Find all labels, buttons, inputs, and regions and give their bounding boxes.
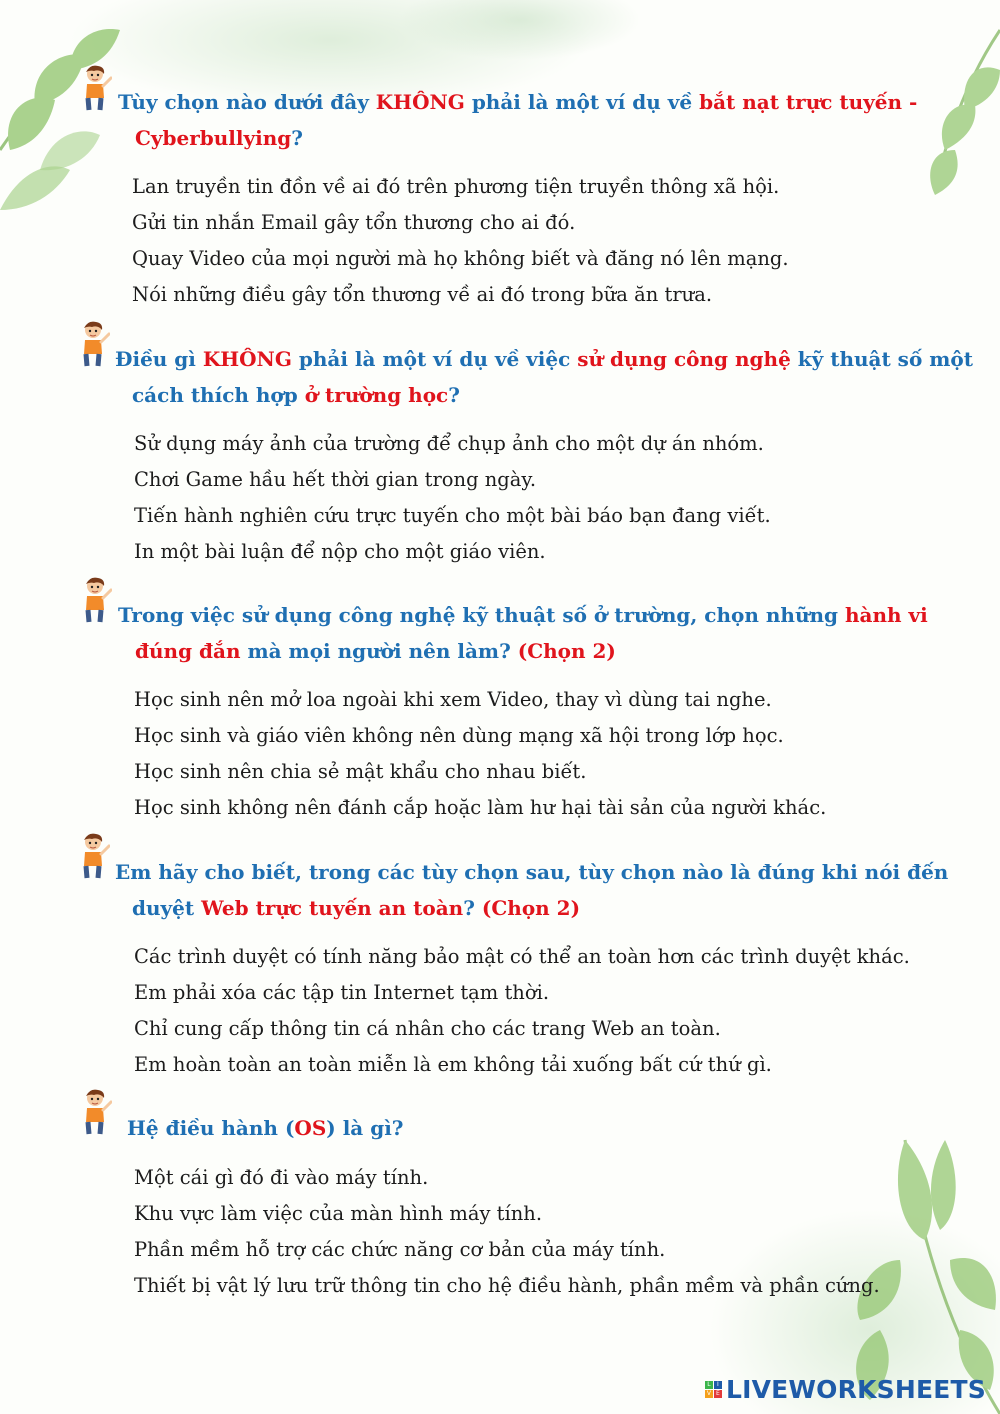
question-3 bbox=[118, 597, 928, 669]
question-1 bbox=[118, 84, 917, 156]
question-1-options bbox=[132, 169, 789, 313]
question-4-line1: Em hãy cho biết, trong các tùy chọn sau, tùy chọn nào là đúng khi nói đến bbox=[115, 860, 949, 884]
option-2a[interactable]: Sử dụng máy ảnh của trường để chụp ảnh cho một dự án nhóm. bbox=[134, 432, 764, 455]
liveworksheets-logo bbox=[705, 1375, 986, 1404]
boy-waving-icon bbox=[80, 1088, 112, 1136]
option-5b[interactable]: Khu vực làm việc của màn hình máy tính. bbox=[134, 1202, 543, 1225]
question-2-line2: cách thích hợp ở trường học? bbox=[132, 383, 460, 407]
boy-waving-icon bbox=[78, 832, 110, 880]
question-5-options bbox=[134, 1160, 880, 1304]
option-3c[interactable]: Học sinh nên chia sẻ mật khẩu cho nhau biết. bbox=[134, 760, 587, 783]
option-5a[interactable]: Một cái gì đó đi vào máy tính. bbox=[134, 1166, 429, 1189]
option-2b[interactable]: Chơi Game hầu hết thời gian trong ngày. bbox=[134, 468, 537, 491]
option-3a[interactable]: Học sinh nên mở loa ngoài khi xem Video, thay vì dùng tai nghe. bbox=[134, 688, 772, 711]
option-1b[interactable]: Gửi tin nhắn Email gây tổn thương cho ai đó. bbox=[132, 211, 576, 234]
question-3-line1: Trong việc sử dụng công nghệ kỹ thuật số ở trường, chọn những hành vi bbox=[118, 603, 928, 627]
question-1-line1: Tùy chọn nào dưới đây KHÔNG phải là một ví dụ về bắt nạt trực tuyến - bbox=[118, 90, 918, 114]
option-5c[interactable]: Phần mềm hỗ trợ các chức năng cơ bản của máy tính. bbox=[134, 1238, 666, 1261]
leaves-top-right bbox=[930, 30, 1000, 195]
question-5-line1: Hệ điều hành (OS) là gì? bbox=[127, 1116, 404, 1140]
option-1a[interactable]: Lan truyền tin đồn về ai đó trên phương tiện truyền thông xã hội. bbox=[132, 175, 780, 198]
question-4 bbox=[115, 854, 948, 926]
brand-name: LIVEWORKSHEETS bbox=[725, 1375, 986, 1404]
question-2-line1: Điều gì KHÔNG phải là một ví dụ về việc sử dụng công nghệ kỹ thuật số một bbox=[115, 347, 973, 371]
question-3-options bbox=[134, 682, 826, 826]
logo-square-l: L bbox=[705, 1381, 713, 1389]
question-4-line2: duyệt Web trực tuyến an toàn? (Chọn 2) bbox=[132, 896, 581, 920]
option-4c[interactable]: Chỉ cung cấp thông tin cá nhân cho các trang Web an toàn. bbox=[134, 1017, 721, 1040]
option-3d[interactable]: Học sinh không nên đánh cắp hoặc làm hư hại tài sản của người khác. bbox=[134, 796, 827, 819]
question-5 bbox=[127, 1110, 404, 1146]
option-5d[interactable]: Thiết bị vật lý lưu trữ thông tin cho hệ điều hành, phần mềm và phần cứng. bbox=[134, 1274, 880, 1297]
logo-square-e: E bbox=[714, 1390, 722, 1398]
question-1-line2: Cyberbullying? bbox=[135, 126, 303, 150]
option-2d[interactable]: In một bài luận để nộp cho một giáo viên. bbox=[134, 540, 546, 563]
option-4d[interactable]: Em hoàn toàn an toàn miễn là em không tải xuống bất cứ thứ gì. bbox=[134, 1053, 772, 1076]
option-4b[interactable]: Em phải xóa các tập tin Internet tạm thời. bbox=[134, 981, 550, 1004]
leaves-top-left bbox=[0, 29, 120, 210]
boy-waving-icon bbox=[78, 320, 110, 368]
question-3-line2: đúng đắn mà mọi người nên làm? (Chọn 2) bbox=[135, 639, 616, 663]
option-4a[interactable]: Các trình duyệt có tính năng bảo mật có thể an toàn hơn các trình duyệt khác. bbox=[134, 945, 910, 968]
question-2-options bbox=[134, 426, 771, 570]
option-2c[interactable]: Tiến hành nghiên cứu trực tuyến cho một bài báo bạn đang viết. bbox=[134, 504, 771, 527]
boy-waving-icon bbox=[80, 64, 112, 112]
option-3b[interactable]: Học sinh và giáo viên không nên dùng mạng xã hội trong lớp học. bbox=[134, 724, 784, 747]
logo-square-i: I bbox=[714, 1381, 722, 1389]
option-1d[interactable]: Nói những điều gây tổn thương về ai đó trong bữa ăn trưa. bbox=[132, 283, 713, 306]
option-1c[interactable]: Quay Video của mọi người mà họ không biết và đăng nó lên mạng. bbox=[132, 247, 789, 270]
liveworksheets-logo-icon bbox=[705, 1381, 722, 1398]
question-4-options bbox=[134, 939, 910, 1083]
logo-square-v: V bbox=[706, 1390, 711, 1397]
boy-waving-icon bbox=[80, 576, 112, 624]
question-2 bbox=[115, 341, 973, 413]
